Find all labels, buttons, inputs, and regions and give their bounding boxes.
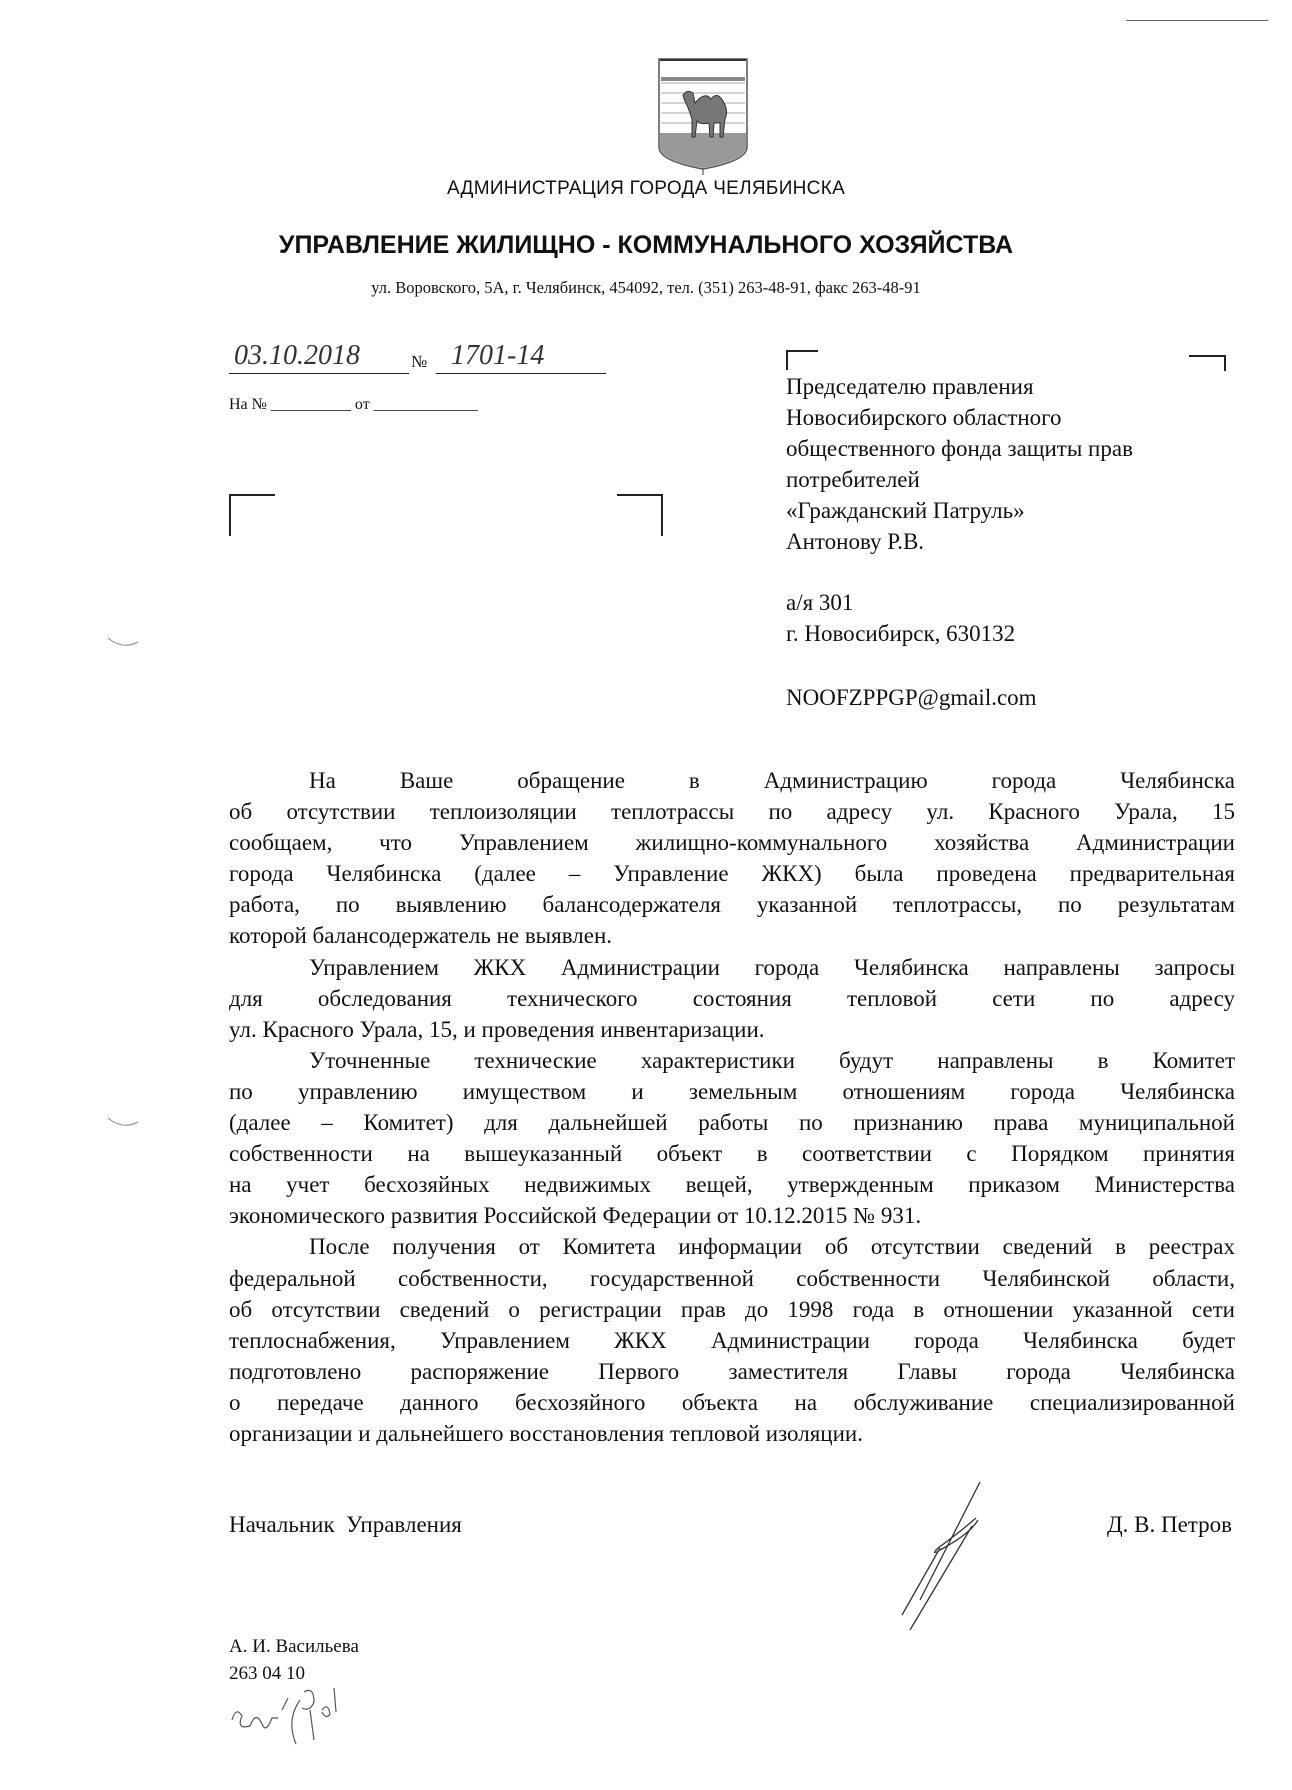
addressee-line: Новосибирского областного: [786, 405, 1062, 430]
from-label: от: [354, 396, 370, 413]
date-underline: [229, 373, 409, 374]
department-address: ул. Воровского, 5А, г. Челябинск, 454092, тел. (351) 263-48-91, факс 263-48-91: [371, 278, 921, 297]
addressee-line: общественного фонда защиты прав: [786, 436, 1133, 461]
paragraph-line: об отсутствии теплоизоляции теплотрассы по адресу ул. Красного Урала, 15: [229, 799, 1235, 825]
paragraph-line: федеральной собственности, государственной собственности Челябинской области,: [229, 1265, 1235, 1291]
fold-mark: [106, 636, 140, 650]
paragraph: [229, 952, 1235, 1045]
corner-mark: [661, 494, 663, 536]
ref-label: На №: [229, 396, 267, 413]
city-emblem: [657, 57, 749, 177]
paragraph: [229, 1231, 1235, 1449]
paragraph-line: города Челябинска (далее – Управление ЖКХ) была проведена предварительная: [229, 861, 1235, 887]
reference-line: [229, 396, 478, 414]
paragraph-line: собственности на вышеуказанный объект в соответствии с Порядком принятия: [229, 1141, 1235, 1167]
paragraph-line: теплоснабжения, Управлением ЖКХ Администрации города Челябинска будет: [229, 1327, 1235, 1353]
addressee-line: Председателю правления: [786, 374, 1034, 399]
paragraph-line: (далее – Комитет) для дальнейшей работы по признанию права муниципальной: [229, 1110, 1235, 1136]
paragraph: [229, 765, 1235, 952]
addressee-line: «Гражданский Патруль»: [786, 498, 1025, 523]
paragraph-line: сообщаем, что Управлением жилищно-коммунального хозяйства Администрации: [229, 830, 1235, 856]
top-dash: [1126, 20, 1268, 21]
executor-phone: 263 04 10: [229, 1663, 305, 1684]
corner-mark: [1189, 355, 1225, 357]
paragraph-line: После получения от Комитета информации об отсутствии сведений в реестрах: [309, 1234, 1235, 1260]
corner-mark: [1224, 355, 1226, 371]
corner-mark: [786, 350, 818, 352]
corner-mark: [229, 494, 275, 496]
paragraph-line: Управлением ЖКХ Администрации города Челябинска направлены запросы: [309, 954, 1235, 980]
signer-position: Начальник Управления: [229, 1512, 462, 1537]
paragraph-line: по управлению имуществом и земельным отношениям города Челябинска: [229, 1078, 1235, 1104]
letter-body: [229, 765, 1235, 1449]
paragraph-line: экономического развития Российской Федерации от 10.12.2015 № 931.: [229, 1203, 922, 1229]
handwritten-annotation: [226, 1670, 386, 1750]
corner-mark: [617, 494, 663, 496]
registration-number: 1701-14: [451, 340, 545, 371]
addressee-email-block: [786, 682, 1037, 713]
administration-title: АДМИНИСТРАЦИЯ ГОРОДА ЧЕЛЯБИНСКА: [446, 178, 846, 199]
paragraph-line: для обследования технического состояния тепловой сети по адресу: [229, 985, 1235, 1011]
paragraph-line: на учет бесхозяйных недвижимых вещей, утвержденным приказом Министерства: [229, 1172, 1235, 1198]
paragraph-line: об отсутствии сведений о регистрации прав до 1998 года в отношении указанной сети: [229, 1296, 1235, 1322]
addressee-line: Антонову Р.В.: [786, 529, 925, 554]
executor-name: А. И. Васильева: [229, 1636, 359, 1657]
from-blank: _____________: [373, 396, 478, 413]
paragraph-line: о передаче данного бесхозяйного объекта на обслуживание специализированной: [229, 1389, 1235, 1415]
city: г. Новосибирск, 630132: [786, 621, 1016, 646]
corner-mark: [229, 494, 231, 536]
handwritten-signature: [880, 1470, 1020, 1640]
paragraph-line: Уточненные технические характеристики будут направлены в Комитет: [309, 1047, 1235, 1073]
email: NOOFZPPGP@gmail.com: [786, 685, 1037, 710]
addressee-block: [786, 371, 1133, 557]
signer-name: Д. В. Петров: [1106, 1512, 1232, 1537]
paragraph-line: ул. Красного Урала, 15, и проведения инвентаризации.: [229, 1016, 765, 1042]
paragraph: [229, 1045, 1235, 1232]
corner-mark: [786, 350, 788, 370]
po-box: а/я 301: [786, 590, 854, 615]
addressee-line: потребителей: [786, 467, 920, 492]
number-sign: №: [411, 352, 428, 371]
paragraph-line: которой балансодержатель не выявлен.: [229, 923, 613, 949]
paragraph-line: организации и дальнейшего восстановления тепловой изоляции.: [229, 1420, 863, 1446]
addressee-postal: [786, 587, 1015, 649]
department-title: УПРАВЛЕНИЕ ЖИЛИЩНО - КОММУНАЛЬНОГО ХОЗЯЙСТВА: [278, 231, 1014, 259]
fold-mark: [106, 1116, 140, 1130]
paragraph-line: На Ваше обращение в Администрацию города Челябинска: [309, 768, 1235, 793]
paragraph-line: работа, по выявлению балансодержателя указанной теплотрассы, по результатам: [229, 892, 1235, 918]
registration-date: 03.10.2018: [234, 340, 360, 371]
number-underline: [436, 373, 606, 374]
paragraph-line: подготовлено распоряжение Первого заместителя Главы города Челябинска: [229, 1358, 1235, 1384]
ref-blank: __________: [270, 396, 351, 413]
